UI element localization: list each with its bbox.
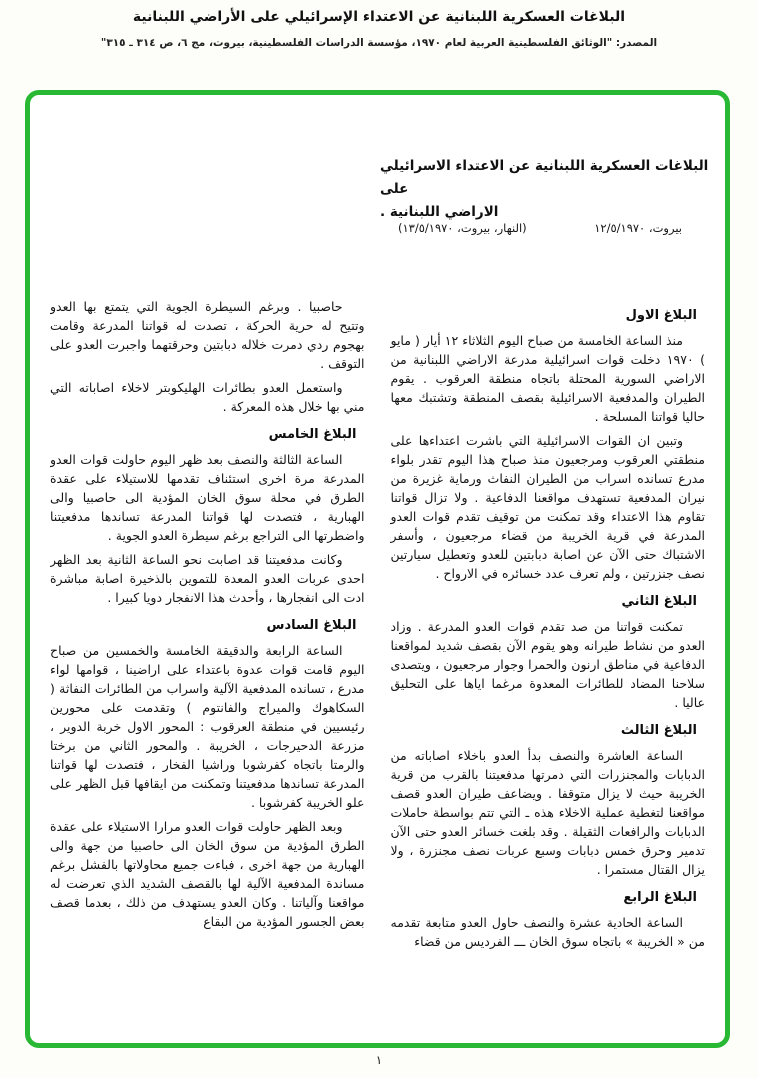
paragraph: واستعمل العدو بطائرات الهليكوبتر لاخلاء اصاباته التي مني بها خلال هذه المعركة . (50, 380, 365, 414)
document-title-line2: الاراضي اللبنانية . (380, 203, 499, 220)
paragraph: وكانت مدفعيتنا قد اصابت نحو الساعة الثانية بعد الظهر احدى عربات العدو المعدة للتموين بالذخيرة اصابة مباشرة ادت الى انفجارها ، وأحدث هذا الانفجار دويا كبيرا . (50, 552, 365, 605)
paragraph: الساعة الحادية عشرة والنصف حاول العدو متابعة تقدمه من « الخريبة » باتجاه سوق الخان ـــ الفرديس من قضاء (390, 915, 705, 949)
paragraph: الساعة الثالثة والنصف بعد ظهر اليوم حاولت قوات العدو المدرعة مرة اخرى استئناف تقدمها للاستيلاء على عقدة الطرق في محلة سوق الخان المؤدية الى حاصبيا والى الهبارية ، فتصدت لها قواتنا المدرعة تساندها مدفعيتنا واضطرتها الى التراجع برغم سيطرة العدو الجوية . (50, 452, 365, 543)
column-right (391, 297, 706, 1027)
dateline-place-date: بيروت، ١٢/٥/١٩٧٠ (594, 221, 682, 235)
paragraph: تمكنت قواتنا من صد تقدم قوات العدو المدرعة . وزاد العدو من نشاط طيرانه وهو يقوم الآن بقصف شديد لمواقعنا الدفاعية في مناطق ارنون والحمرا وجوار مرجعيون ، ويتصدى سلاحنا المضاد للطائرات المعدوة مرغما اياها على التحليق عاليا . (390, 619, 705, 710)
document-title-line1: البلاغات العسكرية اللبنانية عن الاعتداء الاسرائيلي على (380, 158, 709, 197)
communique-heading-fifth: البلاغ الخامس (268, 427, 357, 442)
column-left (50, 297, 365, 1027)
source-citation: المصدر: "الوثائق الفلسطينية العربية لعام ١٩٧٠، مؤسسة الدراسات الفلسطينية، بيروت، مج ٦، ص ٣١٤ ـ ٣١٥" (100, 37, 658, 49)
page-number: ١ (375, 1053, 383, 1067)
dateline (398, 221, 682, 235)
document-title (380, 155, 725, 224)
document-body (50, 297, 705, 1027)
paragraph: حاصبيا . وبرغم السيطرة الجوية التي يتمتع بها العدو وتتيح له حرية الحركة ، تصدت له قواتنا المدرعة وقامت بهجوم ردي دمرت خلاله دبابتين وحرقتهما واجبرت العدو على التوقف . (50, 299, 365, 371)
communique-heading-sixth: البلاغ السادس (266, 618, 357, 633)
document-frame (25, 90, 730, 1048)
dateline-newspaper-ref: (النهار، بيروت، ١٣/٥/١٩٧٠) (398, 221, 527, 235)
paragraph: الساعة الرابعة والدقيقة الخامسة والخمسين من صباح اليوم قامت قوات عدوة باعتداء على اراضينا ، قوامها لواء مدرع ، تسانده المدفعية الآلية واسراب من الطائرات النفاثة ( السكاهوك والميراج والفانتوم ) وتقدمت على محورين رئيسيين في منطقة العرقوب : المحور الاول خربة الدوير ، مزرعة الدحيرجات ، الخريبة . والمحور الثاني من برختا والرمتا باتجاه كفرشوبا وراشيا الفخار ، فتصدت لها قواتنا المدرعة تساندها مدفعيتنا وتمكنت من ايقافها قبل الظهر على علو الخريبة كفرشوبا . (50, 643, 365, 810)
paragraph: وتبين ان القوات الاسرائيلية التي باشرت اعتداءها على منطقتي العرقوب ومرجعيون منذ صباح هذا اليوم تقدر بلواء مدرع تسانده اسراب من الطيران النفاث ورماية غزيرة من نيران المدفعية تستهدف مواقعنا الدفاعية . ولا تزال قواتنا تقاوم هذا الاعتداء وقد تمكنت من توقيف تقدم قوات العدو المدرعة في قرية الخريبة من قضاء مرجعيون ، وأسفر الاشتباك حتى الآن عن اصابة دبابتين للعدو وتعطيل سيارتين نصف جنزرتين ، ولم تعرف عدد خسائره في الارواح . (390, 433, 705, 581)
communique-heading-first: البلاغ الاول (625, 308, 697, 323)
paragraph: منذ الساعة الخامسة من صباح اليوم الثلاثاء ١٢ أيار ( مايو ) ١٩٧٠ دخلت قوات اسرائيلية مدرعة الاراضي اللبنانية من الاراضي السورية المحتلة باتجاه منطقة العرقوب . يقوم الطيران والمدفعية الاسرائيلية بقصف المنطقة وتشتبك معها حاليا قواتنا المسلحة . (390, 333, 705, 424)
page-header-title: البلاغات العسكرية اللبنانية عن الاعتداء الإسرائيلي على الأراضي اللبنانية (132, 9, 626, 25)
paragraph: وبعد الظهر حاولت قوات العدو مرارا الاستيلاء على عقدة الطرق المؤدية من سوق الخان الى حاصبيا من جهة والى الهبارية من جهة اخرى ، فباءت جميع محاولاتها بالفشل برغم مساندة المدفعية الآلية لها بالقصف الشديد الذي تعرضت له مواقعنا وآلياتنا . وكان العدو يستهدف من ذلك ، بعدما قصف بعض الجسور المؤدية من البقاع (50, 819, 365, 929)
paragraph: الساعة العاشرة والنصف بدأ العدو باخلاء اصاباته من الدبابات والمجنزرات التي دمرتها مدفعيتنا بالقرب من قرية الخريبة حيث لا يزال متوقفا . ويضاعف طيران العدو قصف مواقعنا لتغطية عملية الاخلاء هذه ـ التي تتم بواسطة حاملات الدبابات والرافعات الثقيلة . وقد بلغت خسائر العدو حتى الآن تدمير وحرق خمس دبابات وسبع عربات نصف مجنزرة ، ولا يزال القتال مستمرا . (390, 748, 705, 877)
communique-heading-fourth: البلاغ الرابع (623, 890, 697, 905)
communique-heading-second: البلاغ الثاني (621, 594, 697, 609)
communique-heading-third: البلاغ الثالث (620, 723, 697, 738)
